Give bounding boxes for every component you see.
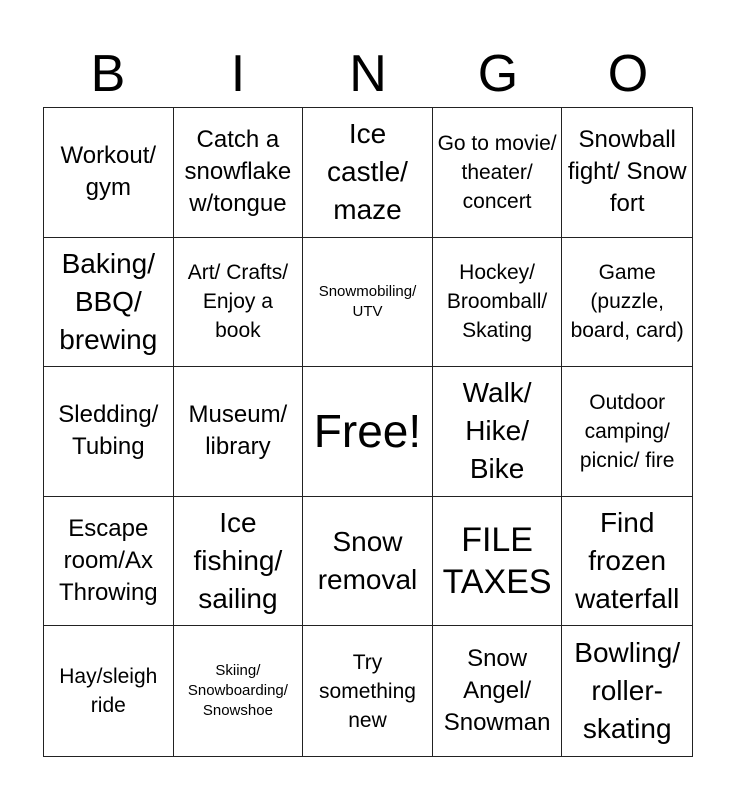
cell-label: Snow Angel/ Snowman	[443, 645, 551, 737]
cell-label: Baking/ BBQ/ brewing	[59, 247, 158, 355]
bingo-cell-n4[interactable]	[303, 497, 433, 627]
cell-label: Outdoor camping/ picnic/ fire	[579, 390, 675, 472]
bingo-cell-b4[interactable]	[44, 497, 174, 627]
header-letter-n: N	[349, 45, 387, 103]
cell-label: Catch a snowflake w/tongue	[184, 126, 292, 218]
bingo-cell-b2[interactable]	[44, 238, 174, 368]
bingo-cell-i4[interactable]	[174, 497, 304, 627]
cell-label: FILE TAXES	[442, 521, 552, 602]
header-letter-g: G	[477, 45, 519, 103]
bingo-cell-g3[interactable]	[433, 367, 563, 497]
cell-label: Snowball fight/ Snow fort	[567, 126, 687, 218]
header-letter-o: O	[607, 45, 649, 103]
cell-label: Ice castle/ maze	[327, 118, 408, 226]
free-space-label: Free!	[313, 405, 422, 458]
bingo-cell-o5[interactable]	[562, 626, 692, 756]
cell-label: Bowling/ roller-skating	[574, 637, 681, 745]
bingo-cell-n2[interactable]	[303, 238, 433, 368]
cell-label: Museum/ library	[188, 401, 288, 461]
bingo-cell-i2[interactable]	[174, 238, 304, 368]
bingo-cell-g2[interactable]	[433, 238, 563, 368]
bingo-cell-o3[interactable]	[562, 367, 692, 497]
bingo-cell-i3[interactable]	[174, 367, 304, 497]
bingo-header	[43, 40, 693, 108]
bingo-cell-o2[interactable]	[562, 238, 692, 368]
cell-label: Snowmobiling/ UTV	[318, 282, 417, 320]
cell-label: Skiing/ Snowboarding/ Snowshoe	[187, 662, 288, 720]
bingo-cell-g4[interactable]	[433, 497, 563, 627]
cell-label: Go to movie/ theater/ concert	[437, 131, 557, 213]
bingo-cell-g1[interactable]	[433, 108, 563, 238]
cell-label: Hockey/ Broomball/ Skating	[446, 261, 548, 343]
bingo-cell-b1[interactable]	[44, 108, 174, 238]
cell-label: Art/ Crafts/ Enjoy a book	[187, 261, 289, 343]
bingo-cell-n1[interactable]	[303, 108, 433, 238]
cell-label: Walk/ Hike/ Bike	[462, 377, 532, 485]
cell-label: Try something new	[319, 650, 416, 732]
cell-label: Game (puzzle, board, card)	[570, 261, 684, 343]
bingo-cell-o1[interactable]	[562, 108, 692, 238]
cell-label: Workout/ gym	[60, 142, 157, 202]
bingo-cell-i5[interactable]	[174, 626, 304, 756]
bingo-board	[43, 107, 693, 757]
header-letter-i: I	[230, 45, 246, 103]
bingo-cell-b3[interactable]	[44, 367, 174, 497]
bingo-cell-n5[interactable]	[303, 626, 433, 756]
cell-label: Snow removal	[317, 526, 418, 596]
cell-label: Hay/sleigh ride	[59, 665, 158, 718]
cell-label: Escape room/Ax Throwing	[58, 515, 158, 607]
bingo-cell-b5[interactable]	[44, 626, 174, 756]
cell-label: Find frozen waterfall	[575, 507, 680, 615]
cell-label: Ice fishing/ sailing	[193, 507, 283, 615]
cell-label: Sledding/ Tubing	[58, 401, 159, 461]
bingo-cell-g5[interactable]	[433, 626, 563, 756]
bingo-cell-o4[interactable]	[562, 497, 692, 627]
bingo-cell-i1[interactable]	[174, 108, 304, 238]
bingo-cell-free[interactable]	[303, 367, 433, 497]
header-letter-b: B	[90, 45, 126, 103]
